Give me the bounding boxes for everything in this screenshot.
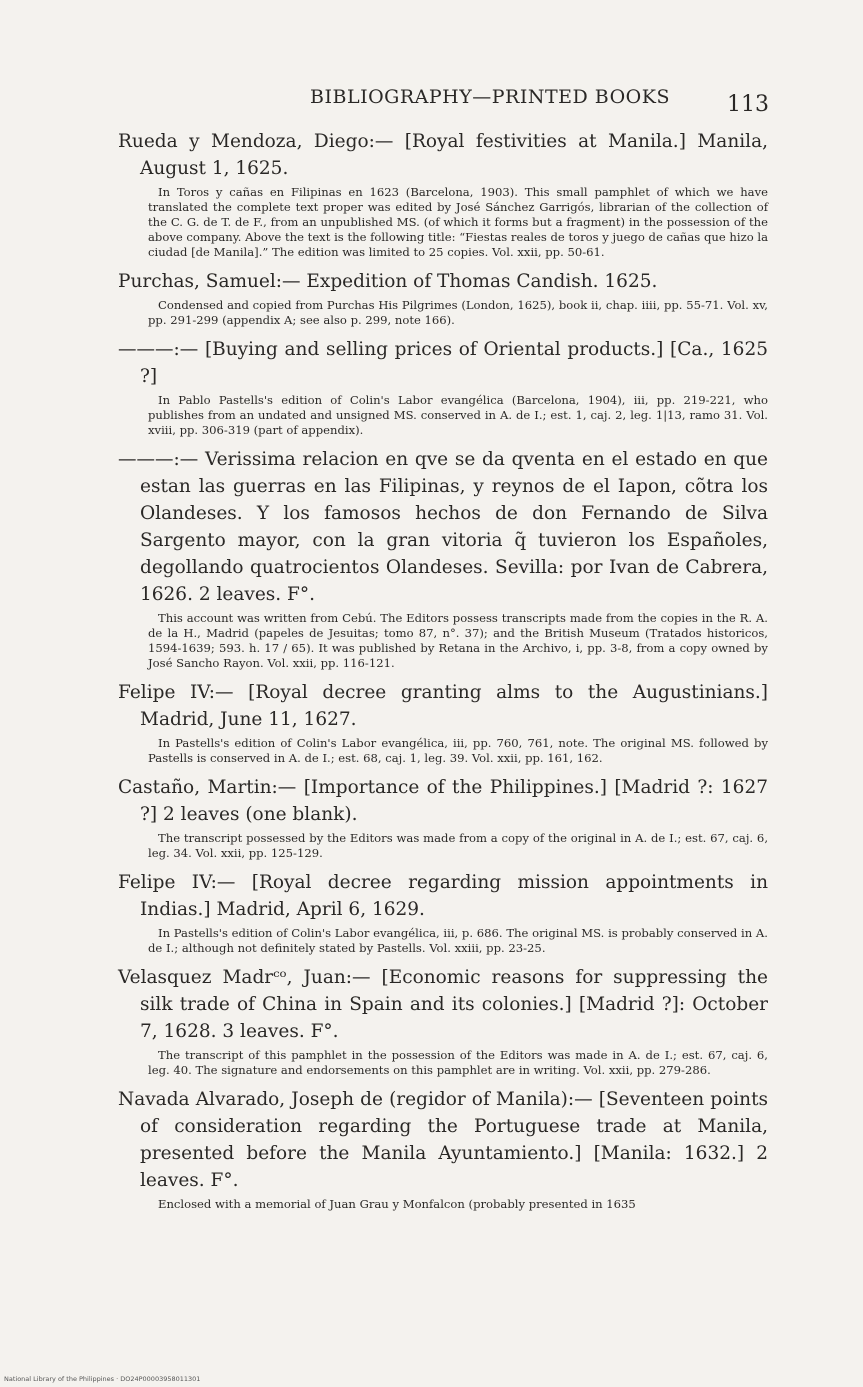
entry-rueda-y-mendoza <box>118 128 768 260</box>
page-number: 113 <box>727 92 769 117</box>
entry-note: In Pastells's edition of Colin's Labor evangélica, iii, p. 686. The original MS. is probably conserved in A. de I.; although not definitely stated by Pastells. Vol. xxiii, pp. 23-25. <box>148 926 768 955</box>
bibliography-entries <box>118 128 768 1220</box>
entry-castano <box>118 774 768 861</box>
entry-buying-selling-prices <box>118 336 768 438</box>
entry-note: The transcript of this pamphlet in the possession of the Editors was made in A. de I.; est. 67, caj. 6, leg. 40. The signature and endorsements on this pamphlet are in writing. Vol. xxii, pp. 279-286. <box>148 1048 768 1077</box>
entry-heading: ———:— Verissima relacion en qve se da qventa en el estado en que estan las guerras en las Filipinas, y reynos de el Iapon, cõtra los Olandeses. Y los famosos hechos de don Fernando de Silva Sargento mayor, con la gran vitoria q̃ tuvieron los Españoles, degollando quatrocientos Olandeses. Sevilla: por Ivan de Cabrera, 1626. 2 leaves. F°. <box>118 449 768 605</box>
entry-heading: Purchas, Samuel:— Expedition of Thomas Candish. 1625. <box>118 271 658 292</box>
entry-note: In Pablo Pastells's edition of Colin's Labor evangélica (Barcelona, 1904), iii, pp. 219-221, who publishes from an undated and unsigned MS. conserved in A. de I.; est. 1, caj. 2, leg. 1|13, ramo 31. Vol. xviii, pp. 306-319 (part of appendix). <box>148 393 768 437</box>
entry-heading: Felipe IV:— [Royal decree granting alms to the Augustinians.] Madrid, June 11, 1627. <box>118 682 768 730</box>
entry-velasquez <box>118 964 768 1078</box>
entry-heading: Rueda y Mendoza, Diego:— [Royal festivities at Manila.] Manila, August 1, 1625. <box>118 131 768 179</box>
entry-note: In Pastells's edition of Colin's Labor evangélica, iii, pp. 760, 761, note. The original MS. followed by Pastells is conserved in A. de I.; est. 68, caj. 1, leg. 39. Vol. xxii, pp. 161, 162. <box>148 736 768 765</box>
running-head: BIBLIOGRAPHY—PRINTED BOOKS <box>310 86 670 108</box>
entry-note: In Toros y cañas en Filipinas en 1623 (Barcelona, 1903). This small pamphlet of which we have translated the complete text proper was edited by José Sánchez Garrigós, librarian of the collection of the C. G. de T. de F., from an unpublished MS. (of which it forms but a fragment) in the possession of the above company. Above the text is the following title: “Fiestas reales de toros y juego de cañas que hizo la ciudad [de Manila].” The edition was limited to 25 copies. Vol. xxii, pp. 50-61. <box>148 185 768 259</box>
entry-felipe-iv-alms <box>118 679 768 766</box>
entry-felipe-iv-missions <box>118 869 768 956</box>
entry-note: The transcript possessed by the Editors was made from a copy of the original in A. de I.; est. 67, caj. 6, leg. 34. Vol. xxii, pp. 125-129. <box>148 831 768 860</box>
entry-heading: Velasquez Madrᶜᵒ, Juan:— [Economic reasons for suppressing the silk trade of China in Spain and its colonies.] [Madrid ?]: October 7, 1628. 3 leaves. F°. <box>118 967 768 1042</box>
scan-footer: National Library of the Philippines · DO24P00003958011301 <box>4 1375 201 1383</box>
entry-verissima-relacion <box>118 446 768 671</box>
entry-navada-alvarado <box>118 1086 768 1212</box>
entry-heading: Felipe IV:— [Royal decree regarding mission appointments in Indias.] Madrid, April 6, 1629. <box>118 872 768 920</box>
entry-note: Enclosed with a memorial of Juan Grau y Monfalcon (probably presented in 1635 <box>158 1197 636 1211</box>
entry-heading: Castaño, Martin:— [Importance of the Philippines.] [Madrid ?: 1627 ?] 2 leaves (one blank). <box>118 777 768 825</box>
entry-note: Condensed and copied from Purchas His Pilgrimes (London, 1625), book ii, chap. iiii, pp. 55-71. Vol. xv, pp. 291-299 (appendix A; see also p. 299, note 166). <box>148 298 768 327</box>
entry-purchas-expedition <box>118 268 768 328</box>
entry-note: This account was written from Cebú. The Editors possess transcripts made from the copies in the R. A. de la H., Madrid (papeles de Jesuitas; tomo 87, n°. 37); and the British Museum (Tratados historicos, 1594-1639; 593. h. 17 / 65). It was published by Retana in the Archivo, i, pp. 3-8, from a copy owned by José Sancho Rayon. Vol. xxii, pp. 116-121. <box>148 611 768 670</box>
entry-heading: Navada Alvarado, Joseph de (regidor of Manila):— [Seventeen points of consideration regarding the Portuguese trade at Manila, presented before the Manila Ayuntamiento.] [Manila: 1632.] 2 leaves. F°. <box>118 1089 768 1191</box>
entry-heading: ———:— [Buying and selling prices of Oriental products.] [Ca., 1625 ?] <box>118 339 768 387</box>
